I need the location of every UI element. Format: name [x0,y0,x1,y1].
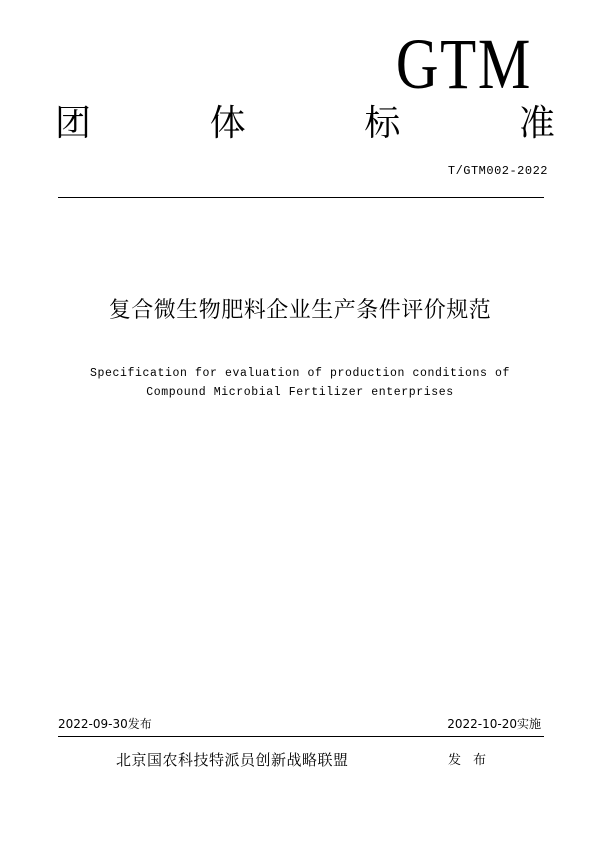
standard-type-char: 团 [55,103,92,144]
standard-type-char: 标 [364,103,401,144]
title-english-line: Compound Microbial Fertilizer enterprises [146,386,454,399]
top-divider [58,197,544,198]
standard-type-heading [55,104,555,144]
publisher-name: 北京国农科技特派员创新战略联盟 [116,751,349,769]
gtm-logo: GTM [395,24,532,104]
document-title-chinese: 复合微生物肥料企业生产条件评价规范 [108,298,492,323]
document-title-english [0,364,600,402]
effective-date: 2022-10-20实施 [447,717,541,731]
standard-number: T/GTM002-2022 [447,164,548,178]
publish-date: 2022-09-30发布 [58,717,152,731]
date-row [58,716,541,732]
title-english-line: Specification for evaluation of production conditions of [89,367,511,380]
standard-type-char: 体 [209,103,246,144]
standard-type-char: 准 [518,103,555,144]
publish-label: 发布 [448,753,499,768]
bottom-divider [58,736,544,737]
